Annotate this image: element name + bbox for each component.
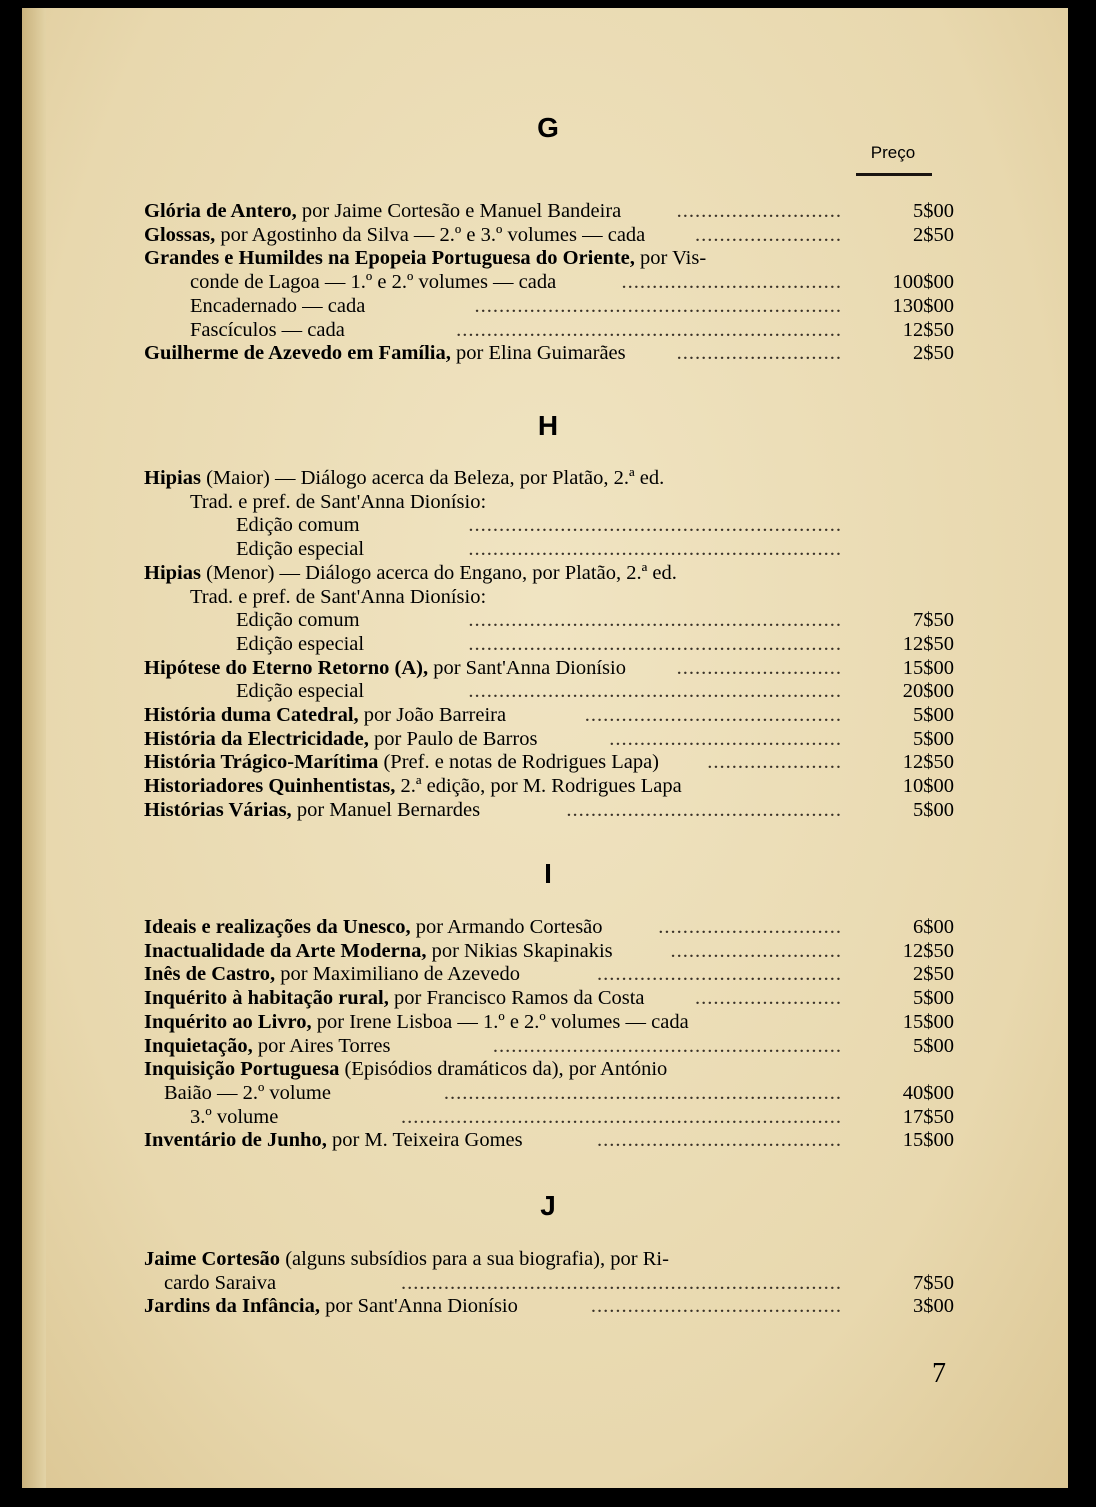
dot-leader: ......................................... (590, 1295, 842, 1318)
entry-details: cardo Saraiva (164, 1271, 277, 1294)
entry-text (190, 270, 556, 294)
catalog-entry (144, 915, 954, 939)
catalog-entry (144, 585, 954, 609)
dot-leader: ........................ (695, 987, 842, 1010)
entry-text (144, 750, 659, 774)
entry-price: 10$00 (902, 775, 954, 798)
catalog-entry (144, 727, 954, 751)
entry-text (236, 537, 364, 561)
entry-text (236, 679, 364, 703)
entry-price: 5$00 (913, 727, 954, 750)
dot-leader: ............................................................. (468, 632, 842, 655)
section-letter-j: J (540, 1190, 556, 1221)
entry-price: 3$00 (913, 1295, 954, 1318)
entry-details: por Maximiliano de Azevedo (275, 963, 520, 986)
entry-text (190, 1105, 278, 1129)
section-letter-i: I (544, 858, 552, 889)
catalog-entry (144, 1271, 954, 1295)
catalog-entry (144, 318, 954, 342)
entry-price: 2$50 (913, 223, 954, 246)
dot-leader: ........................................ (597, 1129, 842, 1152)
catalog-entry (144, 679, 954, 703)
page-number: 7 (932, 1358, 946, 1389)
entry-details: por Aires Torres (252, 1034, 391, 1057)
entry-details: Encadernado — cada (190, 294, 366, 317)
entry-text (144, 656, 626, 680)
dot-leader: ................................................................. (443, 1081, 842, 1104)
entry-price: 12$50 (902, 632, 954, 655)
catalog-entry (144, 537, 954, 561)
dot-leader: ............................................................. (468, 609, 842, 632)
catalog-entry (144, 798, 954, 822)
entry-text (144, 962, 520, 986)
catalog-entry (144, 294, 954, 318)
entry-price: 40$00 (902, 1081, 954, 1104)
entry-details: por Vis- (634, 247, 707, 270)
entry-title: Inquietação, (144, 1034, 253, 1057)
entry-title: História da Electricidade, (144, 727, 369, 750)
entry-text (144, 939, 613, 963)
entry-title: Ideais e realizações da Unesco, (144, 916, 411, 938)
dot-leader: ............................................................ (474, 294, 842, 317)
entry-text (144, 561, 677, 585)
entry-text (144, 915, 603, 939)
entry-title: Grandes e Humildes na Epopeia Portuguesa do Oriente, (144, 247, 635, 270)
entry-title: História Trágico-Marítima (144, 751, 379, 774)
entry-text (144, 223, 645, 247)
entry-text (144, 798, 480, 822)
catalog-entry (144, 1034, 954, 1058)
catalog-entry (144, 1247, 954, 1271)
catalog-entry (144, 513, 954, 537)
entry-details: por Francisco Ramos da Costa (388, 987, 645, 1010)
catalog-entry (144, 750, 954, 774)
entry-details: por Jaime Cortesão e Manuel Bandeira (296, 200, 622, 222)
entry-title: Inactualidade da Arte Moderna, (144, 939, 427, 962)
entry-text (144, 727, 537, 751)
catalog-entry (144, 490, 954, 514)
entry-details: por Nikias Skapinakis (426, 939, 613, 962)
entry-price: 5$00 (913, 704, 954, 726)
entry-details: (alguns subsídios para a sua biografia), por Ri- (280, 1248, 669, 1270)
entry-price: 20$00 (902, 680, 954, 703)
entry-text (144, 1057, 667, 1081)
catalog-entry (144, 608, 954, 632)
entry-title: Hipias (144, 467, 201, 489)
entry-details: Trad. e pref. de Sant'Anna Dionísio: (190, 490, 487, 513)
dot-leader: ......................................................... (492, 1034, 842, 1057)
entry-price: 7$50 (913, 1271, 954, 1294)
dot-leader: ........................ (695, 223, 842, 246)
entry-title: Inquisição Portuguesa (144, 1058, 340, 1081)
entry-price: 100$00 (892, 271, 954, 294)
dot-leader: ............................................................. (468, 538, 842, 561)
catalog-entry (144, 774, 954, 798)
entry-price: 6$00 (913, 916, 954, 938)
entry-title: Jaime Cortesão (144, 1248, 281, 1270)
entry-title: Hipias (144, 561, 201, 584)
entry-title: Histórias Várias, (144, 798, 292, 821)
entry-price: 5$00 (913, 1034, 954, 1057)
catalog-entry (144, 199, 954, 223)
dot-leader: ........................................................................ (401, 1105, 842, 1128)
catalog-entry (144, 466, 954, 490)
catalog-entry (144, 1294, 954, 1318)
entry-title: Jardins da Infância, (144, 1295, 321, 1318)
entry-details: 3.º volume (190, 1105, 279, 1128)
dot-leader: .............................. (658, 916, 842, 938)
entry-details: por Irene Lisboa — 1.º e 2.º volumes — cada (311, 1010, 689, 1033)
entry-text (144, 703, 506, 727)
catalog-entry (144, 939, 954, 963)
entry-details: Fascículos — cada (190, 318, 345, 341)
catalog-entry (144, 270, 954, 294)
catalog-entry (144, 341, 954, 365)
dot-leader: ........................... (676, 200, 842, 222)
entry-text (190, 294, 365, 318)
catalog-entry (144, 1105, 954, 1129)
entry-text (144, 1034, 390, 1058)
entry-details: por Manuel Bernardes (291, 798, 481, 821)
entry-title: Inventário de Junho, (144, 1129, 327, 1152)
entry-details: (Pref. e notas de Rodrigues Lapa) (378, 751, 660, 774)
entry-title: Guilherme de Azevedo em Família, (144, 342, 451, 365)
entry-title: Inquérito à habitação rural, (144, 987, 389, 1010)
entry-price: 2$50 (913, 963, 954, 986)
entry-details: por Elina Guimarães (450, 342, 626, 365)
entry-price: 17$50 (902, 1105, 954, 1128)
entry-text (236, 513, 360, 537)
entry-details: por Paulo de Barros (368, 727, 538, 750)
entry-details: por M. Teixeira Gomes (326, 1129, 523, 1152)
entry-details: Edição comum (236, 609, 360, 632)
catalog-entry (144, 1081, 954, 1105)
entry-price: 12$50 (902, 751, 954, 774)
dot-leader: ............................................. (566, 798, 842, 821)
entry-title: Historiadores Quinhentistas, (144, 775, 396, 798)
entry-title: Inquérito ao Livro, (144, 1010, 312, 1033)
entry-price: 130$00 (892, 294, 954, 317)
entry-text (164, 1271, 276, 1295)
entry-price: 12$50 (902, 939, 954, 962)
entry-details: Edição especial (236, 538, 365, 561)
entry-details: Baião — 2.º volume (164, 1081, 331, 1104)
dot-leader: ........................................ (597, 963, 842, 986)
entry-price: 7$50 (913, 609, 954, 632)
entry-text (144, 199, 621, 223)
section-letter-g: G (537, 112, 559, 143)
dot-leader: .......................................... (584, 704, 842, 726)
section-letter-h: H (537, 410, 559, 441)
catalog-entry (144, 1010, 954, 1034)
entry-text (236, 632, 364, 656)
entry-text (190, 585, 486, 609)
dot-leader: .................................... (621, 271, 842, 294)
entry-details: 2.ª edição, por M. Rodrigues Lapa (395, 775, 682, 798)
price-column-header: Preço (870, 143, 916, 162)
entry-details: Edição comum (236, 514, 360, 537)
entry-text (144, 1010, 689, 1034)
catalog-entry (144, 246, 954, 270)
entry-details: por Sant'Anna Dionísio (428, 656, 626, 679)
entry-text (144, 1128, 523, 1152)
dot-leader: ........................... (676, 342, 842, 365)
entry-details: (Episódios dramáticos da), por António (339, 1058, 668, 1081)
entry-title: Glossas, (144, 223, 216, 246)
entry-text (144, 466, 664, 490)
entry-text (144, 1294, 518, 1318)
dot-leader: ........................... (676, 656, 842, 679)
entry-price: 5$00 (913, 798, 954, 821)
price-header-rule (856, 173, 932, 176)
entry-text (144, 246, 706, 270)
entry-text (164, 1081, 331, 1105)
catalog-entry (144, 703, 954, 727)
dot-leader: ...................... (707, 751, 842, 774)
dot-leader: ........................................................................ (401, 1271, 842, 1294)
catalog-entry (144, 962, 954, 986)
entry-details: conde de Lagoa — 1.º e 2.º volumes — cada (190, 271, 557, 294)
entry-title: Inês de Castro, (144, 963, 276, 986)
catalog-entry (144, 561, 954, 585)
catalog-entry (144, 632, 954, 656)
entry-details: por Agostinho da Silva — 2.º e 3.º volumes — cada (215, 223, 646, 246)
entry-details: Trad. e pref. de Sant'Anna Dionísio: (190, 585, 487, 608)
dot-leader: ............................ (670, 939, 842, 962)
dot-leader: ...................................... (609, 727, 842, 750)
entry-price: 2$50 (913, 342, 954, 365)
entry-text (144, 774, 682, 798)
entry-details: Edição especial (236, 680, 365, 703)
dot-leader: ............................................................. (468, 514, 842, 537)
entry-title: Hipótese do Eterno Retorno (A), (144, 656, 429, 679)
entry-details: Edição especial (236, 632, 365, 655)
catalog-entry (144, 656, 954, 680)
entry-price: 15$00 (902, 656, 954, 679)
catalog-entry (144, 1057, 954, 1081)
entry-details: por João Barreira (358, 704, 507, 726)
entry-details: por Armando Cortesão (410, 916, 603, 938)
dot-leader: ............................................................... (456, 318, 842, 341)
catalog-entry (144, 223, 954, 247)
entry-details: (Maior) — Diálogo acerca da Beleza, por Platão, 2.ª ed. (200, 467, 665, 489)
entry-text (144, 986, 645, 1010)
entry-title: Glória de Antero, (144, 200, 297, 222)
dot-leader: ............................................................. (468, 680, 842, 703)
entry-text (144, 1247, 669, 1271)
entry-text (144, 341, 626, 365)
entry-price: 15$00 (902, 1010, 954, 1033)
entry-details: por Sant'Anna Dionísio (320, 1295, 518, 1318)
entry-price: 15$00 (902, 1129, 954, 1152)
entry-details: (Menor) — Diálogo acerca do Engano, por Platão, 2.ª ed. (200, 561, 677, 584)
entry-price: 5$00 (913, 200, 954, 222)
entry-price: 5$00 (913, 987, 954, 1010)
entry-price: 12$50 (902, 318, 954, 341)
entry-text (236, 608, 360, 632)
catalog-entry (144, 1128, 954, 1152)
entry-text (190, 318, 345, 342)
entry-title: História duma Catedral, (144, 704, 359, 726)
entry-text (190, 490, 486, 514)
catalog-entry (144, 986, 954, 1010)
